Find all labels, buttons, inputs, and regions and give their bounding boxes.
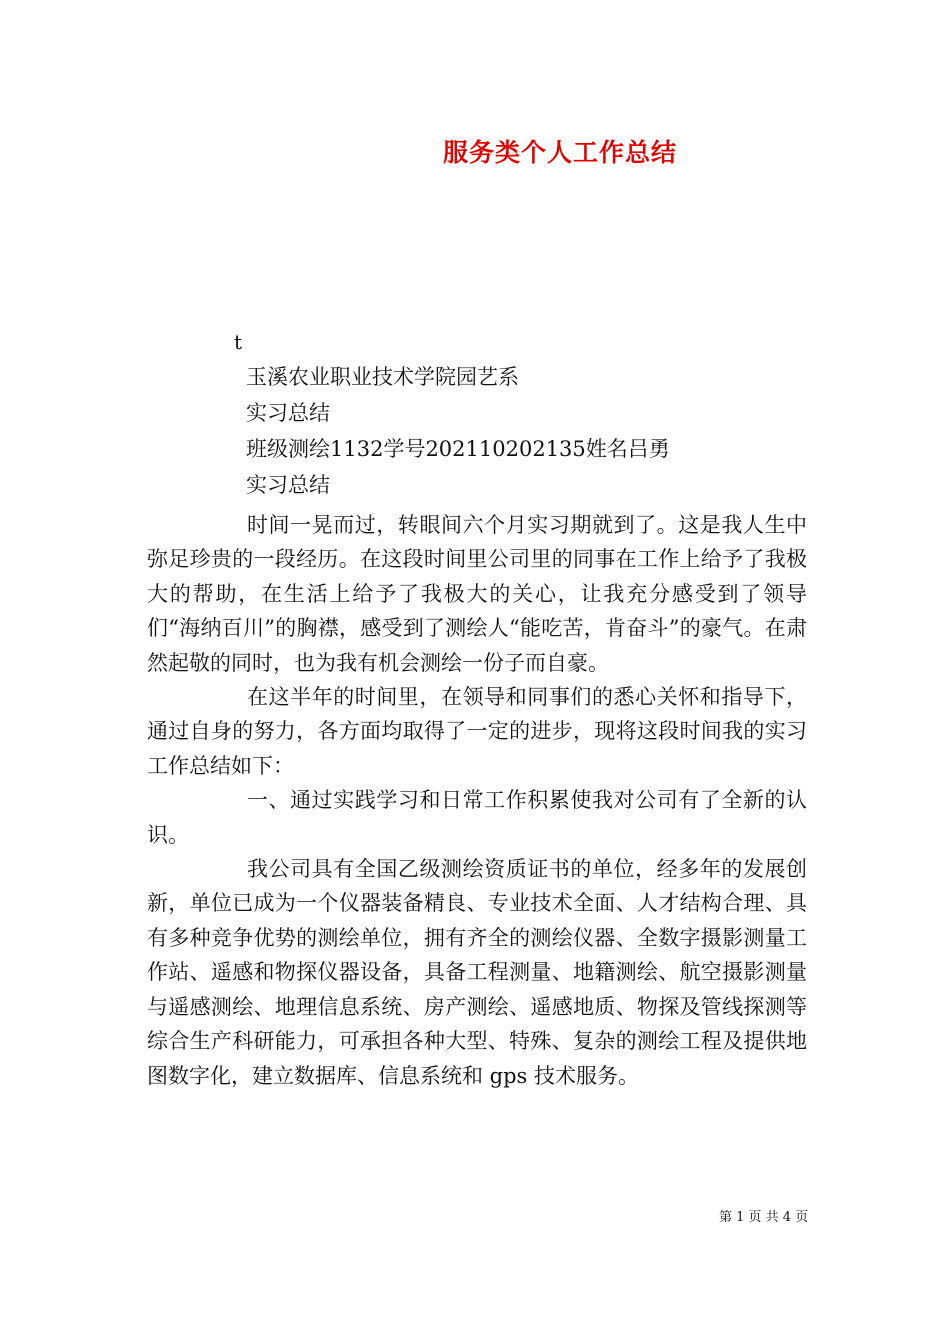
subtitle-line-2: 实习总结 — [246, 473, 330, 497]
paragraph: 一、通过实践学习和日常工作积累使我对公司有了全新的认识。 — [147, 788, 807, 847]
paragraph: 在这半年的时间里，在领导和同事们的悉心关怀和指导下，通过自身的努力，各方面均取得了一定的进步，现将这段时间我的实习工作总结如下： — [147, 685, 807, 778]
document-title: 服务类个人工作总结 — [442, 138, 677, 167]
school-line: 玉溪农业职业技术学院园艺系 — [246, 365, 519, 389]
stray-character: t — [234, 330, 243, 354]
paragraph: 时间一晃而过，转眼间六个月实习期就到了。这是我人生中弥足珍贵的一段经历。在这段时间里公司里的同事在工作上给予了我极大的帮助，在生活上给予了我极大的关心，让我充分感受到了领导们“海纳百川”的胸襟，感受到了测绘人“能吃苦，肯奋斗”的豪气。在肃然起敬的同时，也为我有机会测绘一份子而自豪。 — [147, 513, 807, 675]
paragraph: 我公司具有全国乙级测绘资质证书的单位，经多年的发展创新，单位已成为一个仪器装备精良、专业技术全面、人才结构合理、具有多种竞争优势的测绘单位，拥有齐全的测绘仪器、全数字摄影测量工作站、遥感和物探仪器设备，具备工程测量、地籍测绘、航空摄影测量与遥感测绘、地理信息系统、房产测绘、遥感地质、物探及管线探测等综合生产科研能力，可承担各种大型、特殊、复杂的测绘工程及提供地图数字化，建立数据库、信息系统和 gps 技术服务。 — [147, 857, 807, 1088]
document-body — [147, 508, 807, 1093]
page-footer: 第 1 页 共 4 页 — [719, 1210, 809, 1225]
subtitle-line: 实习总结 — [246, 401, 330, 425]
student-info-line: 班级测绘1132学号202110202135姓名吕勇 — [246, 437, 670, 461]
